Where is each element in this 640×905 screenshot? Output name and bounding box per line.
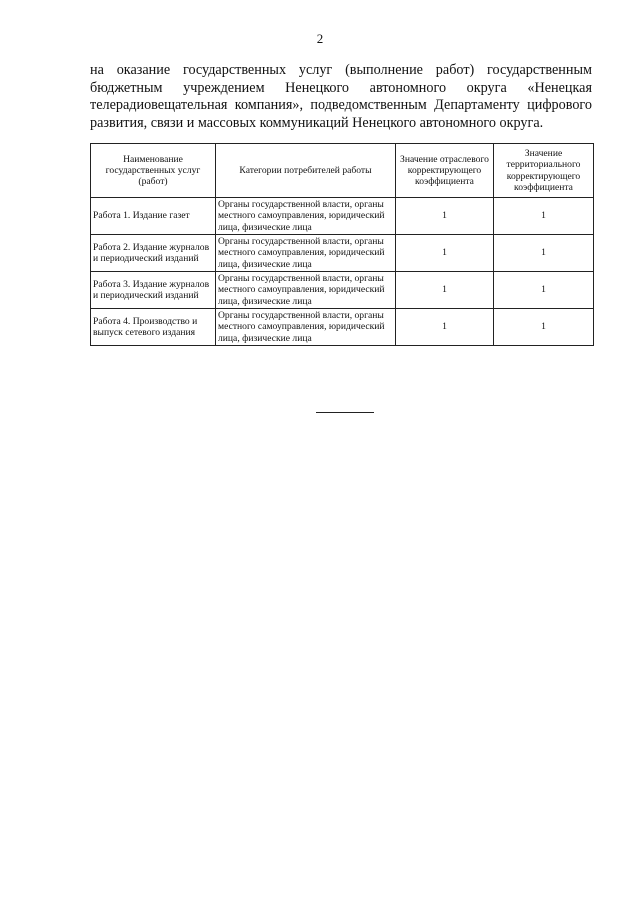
table-row [91,272,594,309]
intro-paragraph [90,62,592,132]
cell-consumers: Органы государственной власти, органы местного самоуправления, юридический лица, физические лица [216,198,396,235]
cell-work: Работа 2. Издание журналов и периодический изданий [91,235,216,272]
coefficient-table [90,143,594,346]
intro-line: бюджетным учреждением Ненецкого автономного округа «Ненецкая [90,79,592,96]
cell-work: Работа 4. Производство и выпуск сетевого издания [91,309,216,346]
intro-line: телерадиовещательная компания», подведомственным Департаменту цифрового [90,97,592,113]
header-sector-coefficient: Значение отраслевого корректирующего коэффициента [396,144,494,198]
intro-line: развития, связи и массовых коммуникаций Ненецкого автономного округа. [90,114,544,131]
end-divider [316,412,374,413]
cell-work: Работа 3. Издание журналов и периодический изданий [91,272,216,309]
cell-consumers: Органы государственной власти, органы местного самоуправления, юридический лица, физические лица [216,235,396,272]
page-number: 2 [316,31,324,46]
header-territorial-coefficient: Значение территориального корректирующего коэффициента [494,144,594,198]
table-row [91,198,594,235]
cell-sector-value: 1 [396,309,494,346]
cell-sector-value: 1 [396,235,494,272]
table-row [91,235,594,272]
cell-consumers: Органы государственной власти, органы местного самоуправления, юридический лица, физические лица [216,309,396,346]
header-consumer-categories: Категории потребителей работы [216,144,396,198]
cell-work: Работа 1. Издание газет [91,198,216,235]
cell-sector-value: 1 [396,272,494,309]
cell-sector-value: 1 [396,198,494,235]
table-header-row [91,144,594,198]
cell-territorial-value: 1 [494,198,594,235]
intro-line: на оказание государственных услуг (выполнение работ) государственным [90,62,592,78]
table-row [91,309,594,346]
cell-territorial-value: 1 [494,235,594,272]
cell-territorial-value: 1 [494,272,594,309]
cell-territorial-value: 1 [494,309,594,346]
header-service-name: Наименование государственных услуг (работ) [91,144,216,198]
cell-consumers: Органы государственной власти, органы местного самоуправления, юридический лица, физические лица [216,272,396,309]
